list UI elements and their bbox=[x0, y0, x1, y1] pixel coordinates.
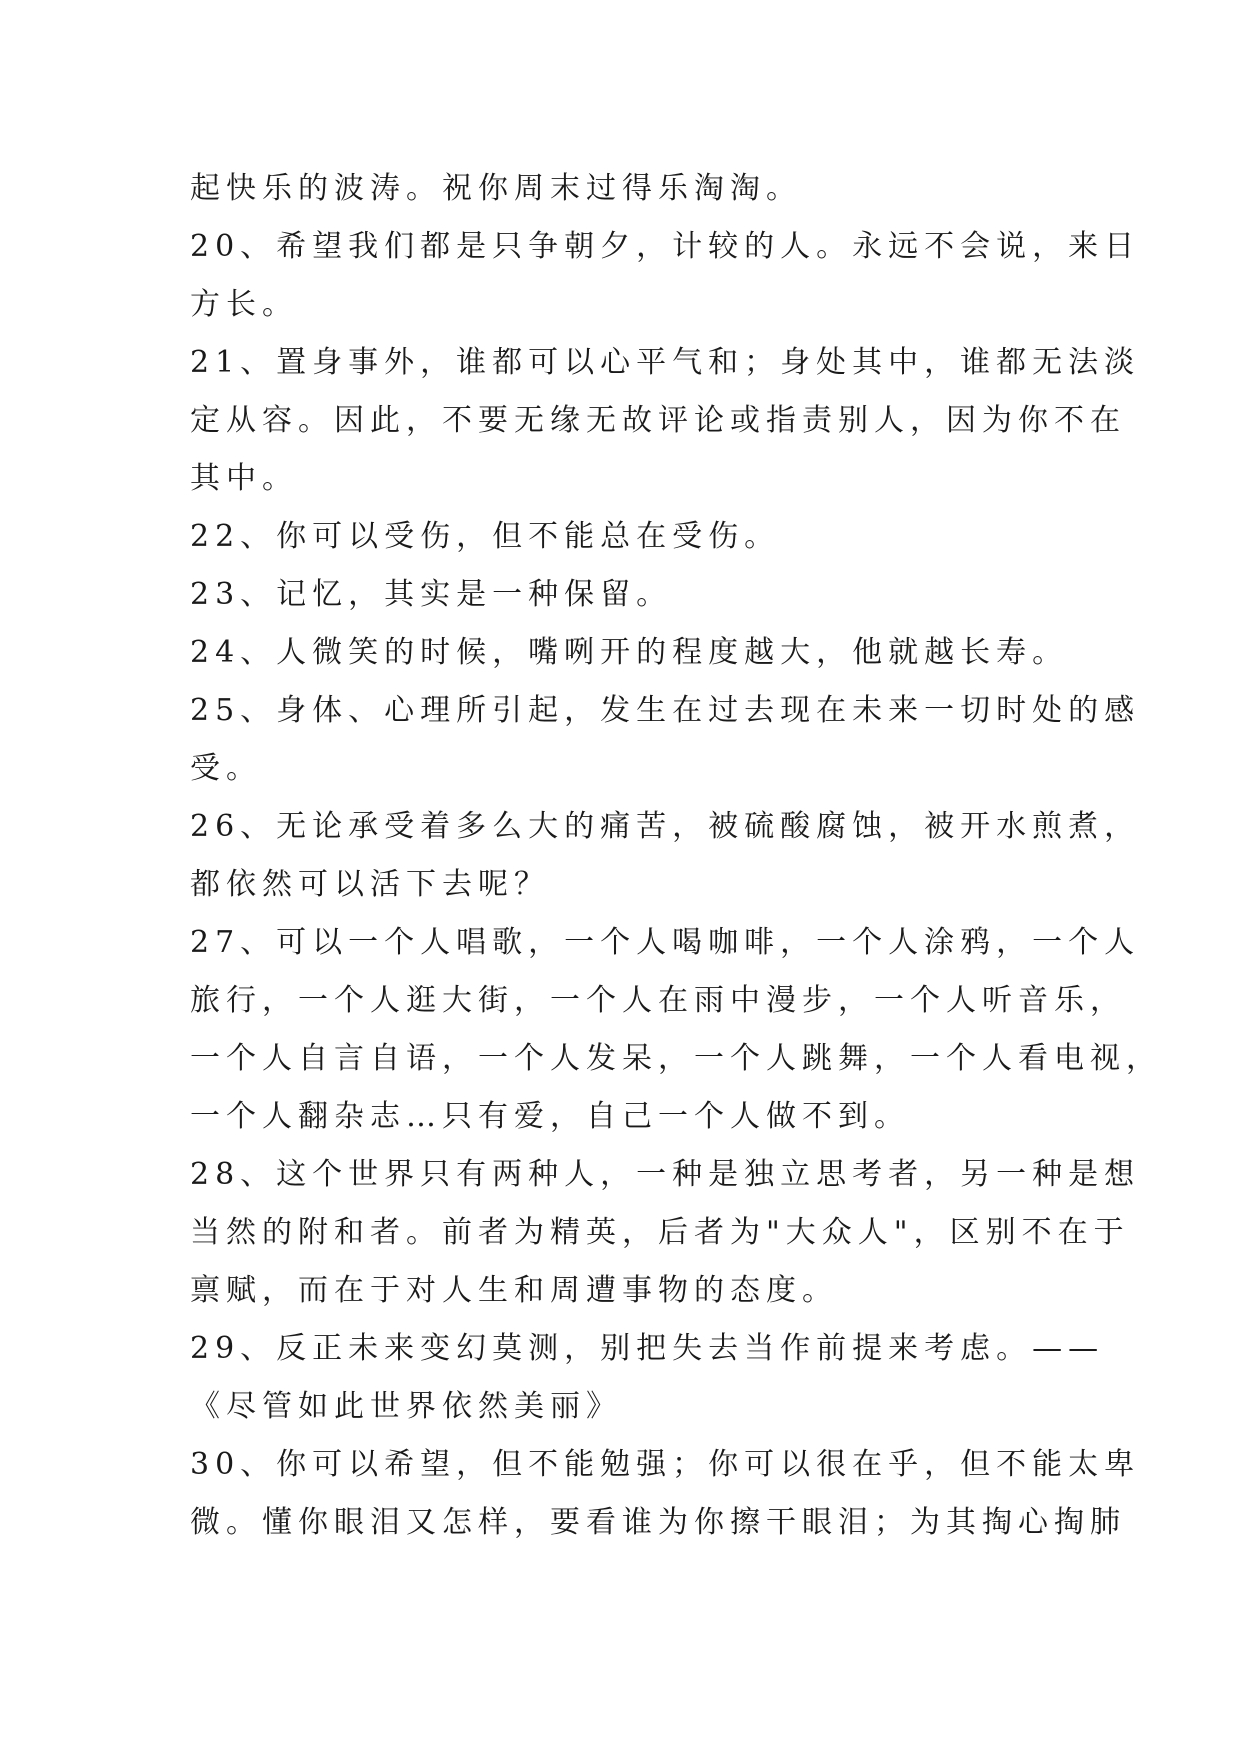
text-line: 微。懂你眼泪又怎样，要看谁为你擦干眼泪；为其掏心掏肺 bbox=[190, 1505, 1126, 1540]
text-line: 25、身体、心理所引起，发生在过去现在未来一切时处的感 bbox=[190, 693, 1141, 728]
text-line: 禀赋，而在于对人生和周遭事物的态度。 bbox=[190, 1273, 838, 1308]
text-line: 都依然可以活下去呢？ bbox=[190, 867, 550, 902]
text-line: 27、可以一个人唱歌，一个人喝咖啡，一个人涂鸦，一个人 bbox=[190, 925, 1141, 960]
text-line: 24、人微笑的时候，嘴咧开的程度越大，他就越长寿。 bbox=[190, 635, 1069, 670]
text-line: 旅行，一个人逛大街，一个人在雨中漫步，一个人听音乐， bbox=[190, 983, 1126, 1018]
text-line: 方长。 bbox=[190, 287, 298, 322]
text-line: 《尽管如此世界依然美丽》 bbox=[190, 1389, 622, 1424]
text-line: 20、希望我们都是只争朝夕，计较的人。永远不会说，来日 bbox=[190, 229, 1141, 264]
text-line: 当然的附和者。前者为精英，后者为"大众人"，区别不在于 bbox=[190, 1215, 1130, 1250]
text-line: 定从容。因此，不要无缘无故评论或指责别人，因为你不在 bbox=[190, 403, 1126, 438]
text-line: 29、反正未来变幻莫测，别把失去当作前提来考虑。—— bbox=[190, 1331, 1105, 1366]
text-line: 22、你可以受伤，但不能总在受伤。 bbox=[190, 519, 781, 554]
text-line: 起快乐的波涛。祝你周末过得乐淘淘。 bbox=[190, 171, 802, 206]
document-body bbox=[190, 160, 1162, 1552]
text-line: 一个人翻杂志…只有爱，自己一个人做不到。 bbox=[190, 1099, 910, 1134]
text-line: 30、你可以希望，但不能勉强；你可以很在乎，但不能太卑 bbox=[190, 1447, 1141, 1482]
text-line: 其中。 bbox=[190, 461, 298, 496]
text-line: 28、这个世界只有两种人，一种是独立思考者，另一种是想 bbox=[190, 1157, 1141, 1192]
text-line: 23、记忆，其实是一种保留。 bbox=[190, 577, 673, 612]
text-line: 受。 bbox=[190, 751, 262, 786]
text-line: 26、无论承受着多么大的痛苦，被硫酸腐蚀，被开水煎煮， bbox=[190, 809, 1141, 844]
text-line: 一个人自言自语，一个人发呆，一个人跳舞，一个人看电视， bbox=[190, 1041, 1162, 1076]
text-line: 21、置身事外，谁都可以心平气和；身处其中，谁都无法淡 bbox=[190, 345, 1141, 380]
